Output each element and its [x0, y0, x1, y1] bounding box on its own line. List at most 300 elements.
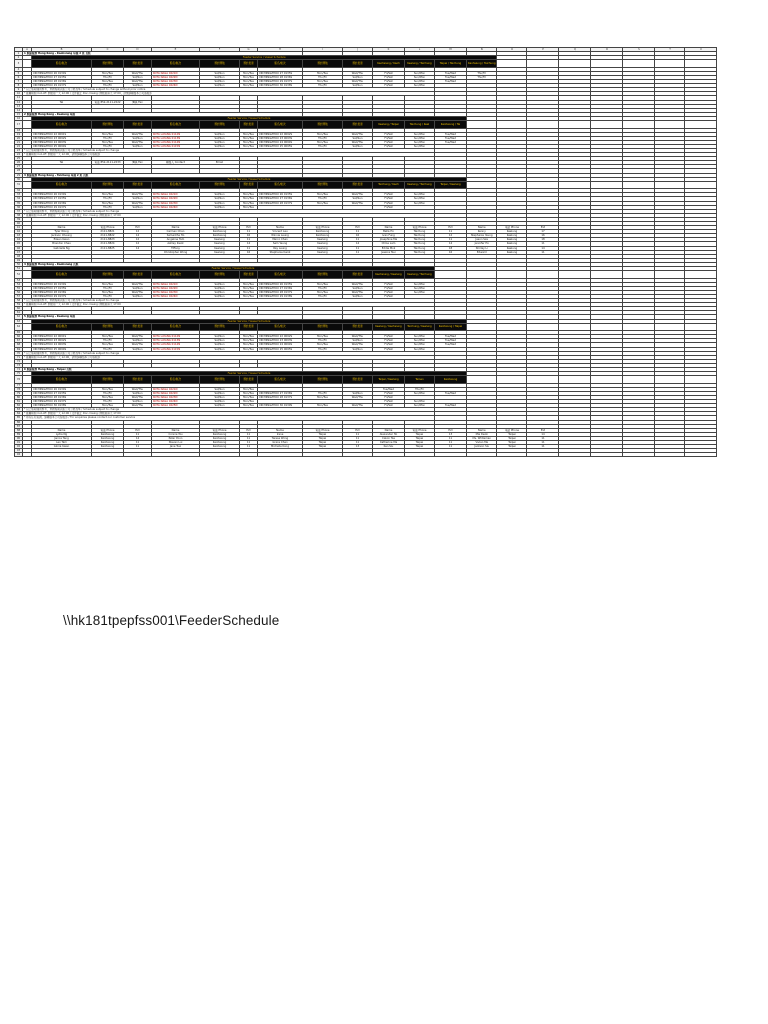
- schedule-cell: XIN MINGZHOU 22 0092S: [258, 335, 303, 339]
- column-label: 預計抵達: [343, 271, 373, 279]
- contact-cell: 11: [240, 436, 258, 440]
- schedule-cell: Sat/Sun: [200, 144, 240, 148]
- row-number: 27: [15, 165, 23, 169]
- row-number: 81: [15, 400, 23, 404]
- contact-cell: Winnie Leung: [258, 234, 303, 238]
- row-number: 63: [15, 319, 23, 323]
- schedule-cell: XIN MINGZHOU 22 0091S: [32, 335, 92, 339]
- column-label: 船名/航次: [32, 60, 92, 68]
- contact-cell: Taipei: [405, 440, 435, 444]
- column-header: L: [405, 48, 435, 52]
- column-header: U: [685, 48, 717, 52]
- empty-cell: [32, 453, 92, 457]
- contact-cell: 傳真 Fax: [124, 100, 152, 104]
- empty-cell: [685, 181, 717, 189]
- column-label: 預計抵達: [240, 121, 258, 129]
- schedule-cell: Thu/Fri: [303, 144, 343, 148]
- column-label: 預計抵達: [343, 60, 373, 68]
- contact-header: Ext: [240, 226, 258, 230]
- row-number: 55: [15, 286, 23, 290]
- row-number: 23: [15, 148, 23, 152]
- schedule-cell: Mon/Tue: [303, 395, 343, 399]
- schedule-cell: Wed/Thu: [124, 335, 152, 339]
- contact-cell: Keelung: [200, 238, 240, 242]
- schedule-cell: Sun/Mon: [405, 201, 435, 205]
- contact-cell: 11: [240, 230, 258, 234]
- contact-cell: Jessica Tsui: [373, 250, 405, 254]
- empty-cell: [591, 271, 623, 279]
- schedule-cell: XIN MINGZHOU 26 0134S: [32, 282, 92, 286]
- schedule-note: * 截關時間 Cut-off: 開航前一天 12:00，詳情請聯絡本公司客服部: [23, 153, 435, 157]
- contact-cell: 11: [343, 436, 373, 440]
- spreadsheet-print: [14, 47, 736, 541]
- row-number: 84: [15, 412, 23, 416]
- empty-cell: [23, 323, 32, 331]
- contact-cell: 16: [240, 234, 258, 238]
- row-number: 92: [15, 445, 23, 449]
- schedule-cell: Mon/Tue: [92, 404, 124, 408]
- row-number: 62: [15, 315, 23, 319]
- schedule-cell: KOTA LAYANG 0112N: [152, 335, 200, 339]
- empty-cell: [23, 453, 32, 457]
- schedule-cell: Sat/Sun: [343, 197, 373, 201]
- schedule-cell: Tue/Wed: [435, 75, 467, 79]
- column-label: 船名/航次: [258, 271, 303, 279]
- schedule-cell: Sun/Mon: [405, 144, 435, 148]
- row-number: 51: [15, 267, 23, 271]
- row-number: 9: [15, 88, 23, 92]
- schedule-cell: Thu/Fri: [92, 339, 124, 343]
- contact-header: Ext: [124, 226, 152, 230]
- column-label: 預計抵達: [343, 376, 373, 384]
- contact-header: 電話 Phone: [303, 428, 343, 432]
- column-label: 預計抵達: [124, 323, 152, 331]
- schedule-cell: Tue/Wed: [435, 132, 467, 136]
- schedule-cell: KOTA NAGA 0222N: [152, 197, 200, 201]
- schedule-cell: Fri/Sat: [373, 400, 405, 404]
- empty-cell: [559, 376, 591, 384]
- row-number: 83: [15, 408, 23, 412]
- column-label: 預計抵達: [124, 271, 152, 279]
- column-label: 船名/航次: [32, 121, 92, 129]
- contact-cell: Taipei: [303, 436, 343, 440]
- schedule-cell: Mon/Tue: [303, 201, 343, 205]
- schedule-cell: Fri/Sat: [373, 136, 405, 140]
- schedule-cell: Mon/Tue: [303, 71, 343, 75]
- schedule-cell: Wed/Thu: [343, 404, 373, 408]
- row-number: 24: [15, 153, 23, 157]
- schedule-cell: Mon/Tue: [92, 71, 124, 75]
- section-title: 2 航線服務 Hong Kong - Keelung 每週: [23, 112, 303, 116]
- schedule-cell: Wed/Thu: [343, 80, 373, 84]
- contact-cell: 16: [527, 234, 559, 238]
- schedule-cell: Sat/Sun: [200, 80, 240, 84]
- contact-cell: Taipei: [405, 445, 435, 449]
- contact-cell: 11: [435, 238, 467, 242]
- contact-header: 電話 Phone: [92, 428, 124, 432]
- schedule-cell: Wed/Thu: [124, 71, 152, 75]
- contact-header: Name: [467, 428, 497, 432]
- contact-cell: 12: [124, 230, 152, 234]
- row-number: 71: [15, 355, 23, 359]
- contact-cell: Keelung: [303, 246, 343, 250]
- contact-cell: 11: [343, 250, 373, 254]
- empty-cell: [623, 121, 655, 129]
- column-label: 預計開航: [200, 376, 240, 384]
- contact-cell: Mia Kwok: [467, 432, 497, 436]
- row-number: 49: [15, 258, 23, 262]
- row-number: 69: [15, 347, 23, 351]
- schedule-cell: Sat/Sun: [200, 197, 240, 201]
- schedule-cell: Sat/Sun: [200, 343, 240, 347]
- schedule-cell: Sat/Sun: [124, 136, 152, 140]
- schedule-cell: Mon/Tue: [240, 347, 258, 351]
- schedule-cell: Wed/Thu: [343, 290, 373, 294]
- schedule-cell: Sat/Sun: [200, 339, 240, 343]
- row-number: 34: [15, 197, 23, 201]
- schedule-cell: Sat/Sun: [343, 286, 373, 290]
- schedule-cell: Sat/Sun: [200, 140, 240, 144]
- contact-cell: Keelung: [497, 246, 527, 250]
- empty-cell: [527, 181, 559, 189]
- contact-cell: Peter Poon: [152, 436, 200, 440]
- contact-cell: 11: [527, 250, 559, 254]
- schedule-cell: Tue/Wed: [435, 343, 467, 347]
- section-band: Feeder Service / Vessel Schedule: [32, 319, 467, 323]
- row-number: 56: [15, 290, 23, 294]
- schedule-cell: Mon/Tue: [240, 294, 258, 298]
- contact-cell: Lydia Ng: [32, 432, 92, 436]
- schedule-cell: Sat/Sun: [343, 339, 373, 343]
- contact-cell: Kaohsiung: [200, 234, 240, 238]
- schedule-cell: Sat/Sun: [200, 395, 240, 399]
- empty-cell: [685, 271, 717, 279]
- column-label: 預計抵達: [343, 323, 373, 331]
- schedule-cell: Sun/Mon: [405, 282, 435, 286]
- schedule-note: * 截關時間 Cut-off: 開航前一天 12:00 / 文件截止 Doc closing: 開航前兩天 17:00: [23, 213, 435, 217]
- schedule-cell: Sat/Sun: [200, 282, 240, 286]
- row-number: 44: [15, 238, 23, 242]
- schedule-cell: Sun/Mon: [405, 84, 435, 88]
- schedule-cell: Tue/Wed: [435, 136, 467, 140]
- row-number: 70: [15, 351, 23, 355]
- contact-cell: Bella Ho: [373, 230, 405, 234]
- column-label: 預計開航: [200, 271, 240, 279]
- row-number: 15: [15, 112, 23, 116]
- row-number: 46: [15, 246, 23, 250]
- contact-cell: 14: [124, 436, 152, 440]
- schedule-cell: Mon/Tue: [240, 197, 258, 201]
- column-label: Keelung / Taichung: [405, 181, 435, 189]
- schedule-cell: Wed/Thu: [124, 290, 152, 294]
- contact-cell: Keelung: [497, 242, 527, 246]
- schedule-cell: Thu/Fri: [92, 136, 124, 140]
- column-label: 預計開航: [92, 60, 124, 68]
- contact-cell: 電話 852-2111-2233: [92, 161, 124, 165]
- schedule-cell: Sat/Sun: [200, 400, 240, 404]
- schedule-cell: Fri/Sat: [373, 294, 405, 298]
- empty-cell: [685, 453, 717, 457]
- empty-cell: [527, 60, 559, 68]
- schedule-cell: Wed/Thu: [343, 193, 373, 197]
- empty-cell: [467, 376, 497, 384]
- schedule-cell: XIN MINGZHOU 27 0135S: [32, 391, 92, 395]
- row-number: 58: [15, 299, 23, 303]
- column-label: 預計開航: [92, 121, 124, 129]
- schedule-cell: Mon/Tue: [240, 343, 258, 347]
- schedule-cell: Mon/Tue: [240, 286, 258, 290]
- column-header: D: [124, 48, 152, 52]
- schedule-cell: Sat/Sun: [200, 294, 240, 298]
- contact-cell: 傳真 Fax: [124, 161, 152, 165]
- schedule-cell: Thu/Fri: [303, 75, 343, 79]
- row-number: 90: [15, 436, 23, 440]
- row-number: 5: [15, 71, 23, 75]
- empty-cell: [655, 323, 685, 331]
- column-header: T: [655, 48, 685, 52]
- schedule-cell: Fri/Sat: [373, 339, 405, 343]
- schedule-cell: Sat/Sun: [343, 294, 373, 298]
- contact-cell: Carmen Chan: [152, 230, 200, 234]
- column-label: 預計抵達: [240, 323, 258, 331]
- schedule-cell: Thu/Fri: [467, 75, 497, 79]
- row-number: 32: [15, 189, 23, 193]
- schedule-cell: Fri/Sat: [373, 132, 405, 136]
- schedule-cell: Wed/Thu: [124, 395, 152, 399]
- row-number: 16: [15, 116, 23, 120]
- row-number: 20: [15, 136, 23, 140]
- schedule-cell: KOTA LAYANG 0113N: [152, 339, 200, 343]
- schedule-cell: Thu/Fri: [303, 339, 343, 343]
- schedule-cell: KOTA NAGA 0225N: [152, 404, 200, 408]
- contact-cell: Grace Chan: [258, 440, 303, 444]
- schedule-cell: Wed/Thu: [343, 201, 373, 205]
- row-number: 2: [15, 56, 23, 60]
- column-label: 預計開航: [92, 181, 124, 189]
- schedule-cell: XIN MINGZHOU 25 0094S: [32, 144, 92, 148]
- contact-cell: Keelung: [303, 238, 343, 242]
- column-label: Taichung / Kaoh: [373, 181, 405, 189]
- column-label: Kaohsiung: [435, 376, 467, 384]
- schedule-cell: Thu/Fri: [467, 71, 497, 75]
- empty-cell: [303, 453, 343, 457]
- row-number: 86: [15, 420, 23, 424]
- contact-cell: Kaohsiung: [92, 432, 124, 436]
- contact-header: 電話 Phone: [303, 226, 343, 230]
- contact-cell: Email: [200, 161, 240, 165]
- contact-cell: Kaohsiung: [92, 445, 124, 449]
- contact-cell: 14: [343, 242, 373, 246]
- schedule-cell: Mon/Tue: [240, 205, 258, 209]
- schedule-cell: Sun/Mon: [405, 136, 435, 140]
- contact-cell: 18: [527, 238, 559, 242]
- schedule-cell: XIN MINGZHOU 28 0137S: [258, 201, 303, 205]
- schedule-note: * 以上船期僅供參考，實際船期以船公司公佈為準 / Schedule subject to change: [23, 148, 435, 152]
- schedule-cell: Sun/Mon: [405, 404, 435, 408]
- section-header-row: [15, 181, 717, 189]
- schedule-cell: XIN MINGZHOU 22 0092S: [258, 132, 303, 136]
- contact-cell: Tel: [32, 100, 92, 104]
- schedule-cell: Fri/Sat: [373, 84, 405, 88]
- contact-cell: 電話 852-2111-2222: [92, 100, 124, 104]
- column-label: 預計抵達: [343, 121, 373, 129]
- schedule-cell: Fri/Sat: [373, 286, 405, 290]
- empty-cell: [467, 271, 497, 279]
- contact-cell: Taipei: [303, 432, 343, 436]
- schedule-cell: Sun/Mon: [405, 71, 435, 75]
- schedule-note: * 截關時間 Cut-off: 開航前一天 12:00 / 文件截止 Doc closing: 開航前兩天 17:00，詳情請聯絡本公司客服部: [23, 92, 435, 96]
- schedule-cell: Fri/Sat: [373, 404, 405, 408]
- contact-cell: 2111-8823: [92, 238, 124, 242]
- row-number: 8: [15, 84, 23, 88]
- contact-cell: Connie Wu: [152, 432, 200, 436]
- schedule-cell: KOTA NAGA 0222N: [152, 391, 200, 395]
- schedule-cell: Sat/Sun: [124, 144, 152, 148]
- contact-header: Name: [373, 226, 405, 230]
- empty-cell: [92, 453, 124, 457]
- schedule-cell: XIN MINGZHOU 24 0093S: [32, 140, 92, 144]
- contact-cell: 14: [527, 246, 559, 250]
- schedule-cell: Thu/Fri: [92, 294, 124, 298]
- section-band: Feeder Service / Vessel Schedule: [32, 177, 467, 181]
- contact-cell: 11: [527, 445, 559, 449]
- row-number: 68: [15, 343, 23, 347]
- contact-cell: Jane Tsui: [152, 445, 200, 449]
- schedule-cell: Mon/Tue: [240, 400, 258, 404]
- schedule-cell: XIN MINGZHOU 24 0094S: [258, 140, 303, 144]
- schedule-cell: Wed/Thu: [124, 193, 152, 197]
- schedule-cell: Wed/Thu: [124, 201, 152, 205]
- schedule-cell: Sat/Sun: [200, 387, 240, 391]
- schedule-note: * 以上船期僅供參考，實際船期以船公司公佈為準 / Schedule subject to change: [23, 209, 435, 213]
- empty-cell: [497, 181, 527, 189]
- contact-cell: Keelung: [497, 238, 527, 242]
- column-label: Kaohsiung / Taichung: [467, 60, 497, 68]
- schedule-cell: Tue/Wed: [373, 387, 405, 391]
- schedule-cell: Sat/Sun: [200, 205, 240, 209]
- column-label: Kaohsiung / Tai: [435, 121, 467, 129]
- contact-cell: Kaohsiung: [200, 432, 240, 436]
- column-label: 預計抵達: [240, 181, 258, 189]
- contact-cell: 13: [343, 445, 373, 449]
- contact-cell: Taipei: [405, 436, 435, 440]
- column-label: 預計開航: [303, 181, 343, 189]
- empty-cell: [591, 121, 623, 129]
- column-label: 預計開航: [92, 271, 124, 279]
- contact-cell: 11: [343, 246, 373, 250]
- contact-header: Name: [467, 226, 497, 230]
- empty-cell: [685, 376, 717, 384]
- section-header-row: [15, 376, 717, 384]
- schedule-cell: Mon/Tue: [240, 136, 258, 140]
- contact-cell: Vincent Lau: [258, 230, 303, 234]
- schedule-cell: Thu/Fri: [92, 286, 124, 290]
- empty-cell: [591, 181, 623, 189]
- contact-cell: Gabriella Ng: [32, 246, 92, 250]
- empty-cell: [559, 271, 591, 279]
- column-label: 預計開航: [200, 60, 240, 68]
- contact-cell: Shirley Li: [467, 246, 497, 250]
- schedule-cell: XIN MINGZHOU 30 0138S: [32, 404, 92, 408]
- schedule-cell: KOTA LAYANG 0112N: [152, 132, 200, 136]
- contact-cell: 11: [240, 432, 258, 436]
- schedule-cell: Mon/Tue: [240, 84, 258, 88]
- schedule-cell: Sun/Mon: [405, 197, 435, 201]
- contact-header: Name: [373, 428, 405, 432]
- schedule-cell: Wed/Thu: [343, 71, 373, 75]
- contact-header: Name: [152, 428, 200, 432]
- empty-cell: [623, 376, 655, 384]
- contact-cell: Kaohsiung: [303, 234, 343, 238]
- contact-cell: Taichung: [405, 250, 435, 254]
- schedule-cell: XIN MINGZHOU 24 0094S: [258, 343, 303, 347]
- column-label: 船名/航次: [32, 271, 92, 279]
- section-title: 6 航線服務 Hong Kong - Taipei 直航: [23, 367, 303, 371]
- schedule-cell: Mon/Tue: [240, 290, 258, 294]
- schedule-cell: Wed/Thu: [343, 335, 373, 339]
- empty-cell: [23, 60, 32, 68]
- row-number: 75: [15, 372, 23, 376]
- column-label: 船名/航次: [258, 60, 303, 68]
- contact-cell: Vivian Ma: [467, 440, 497, 444]
- empty-cell: [23, 376, 32, 384]
- row-number: 28: [15, 169, 23, 173]
- contact-cell: Calvin Tse: [373, 436, 405, 440]
- schedule-cell: Fri/Sat: [373, 395, 405, 399]
- schedule-note: * 截關時間 Cut-off: 開航前一天 12:00，詳情請聯絡本公司客服部: [23, 355, 435, 359]
- schedule-cell: Sun/Mon: [405, 140, 435, 144]
- column-label: 船名/航次: [152, 60, 200, 68]
- contact-cell: 11: [343, 230, 373, 234]
- contact-cell: 11: [435, 445, 467, 449]
- schedule-cell: Thu/Fri: [92, 400, 124, 404]
- column-header: Q: [559, 48, 591, 52]
- schedule-cell: Sat/Sun: [124, 286, 152, 290]
- column-header: B: [32, 48, 92, 52]
- row-number: 87: [15, 424, 23, 428]
- row-number: 94: [15, 453, 23, 457]
- row-number: 13: [15, 104, 23, 108]
- column-label: 船名/航次: [258, 181, 303, 189]
- column-label: 船名/航次: [152, 323, 200, 331]
- schedule-cell: XIN MINGZHOU 28 0136S: [32, 290, 92, 294]
- column-header: J: [343, 48, 373, 52]
- schedule-cell: Sun/Mon: [405, 343, 435, 347]
- row-number: 67: [15, 339, 23, 343]
- column-label: 預計抵達: [343, 181, 373, 189]
- schedule-grid: [14, 47, 717, 457]
- schedule-cell: Thu/Fri: [303, 136, 343, 140]
- schedule-cell: XIN MINGZHOU 25 0095S: [258, 144, 303, 148]
- row-number: 29: [15, 173, 23, 177]
- empty-cell: [655, 376, 685, 384]
- row-number: 22: [15, 144, 23, 148]
- empty-cell: [655, 271, 685, 279]
- schedule-cell: Mon/Tue: [92, 193, 124, 197]
- contact-cell: Kaohsiung: [200, 436, 240, 440]
- empty-cell: [591, 376, 623, 384]
- empty-cell: [258, 453, 303, 457]
- empty-cell: [655, 181, 685, 189]
- section-title: 1 航線服務 Hong Kong - Kaohsiung 每週 2 班 直航: [23, 52, 303, 56]
- contact-cell: 11: [343, 238, 373, 242]
- schedule-cell: Mon/Tue: [240, 144, 258, 148]
- contact-cell: Taipei: [405, 432, 435, 436]
- column-header: R: [591, 48, 623, 52]
- schedule-cell: KOTA LAYANG 0114N: [152, 343, 200, 347]
- schedule-cell: Fri/Sat: [373, 290, 405, 294]
- column-label: 預計開航: [200, 181, 240, 189]
